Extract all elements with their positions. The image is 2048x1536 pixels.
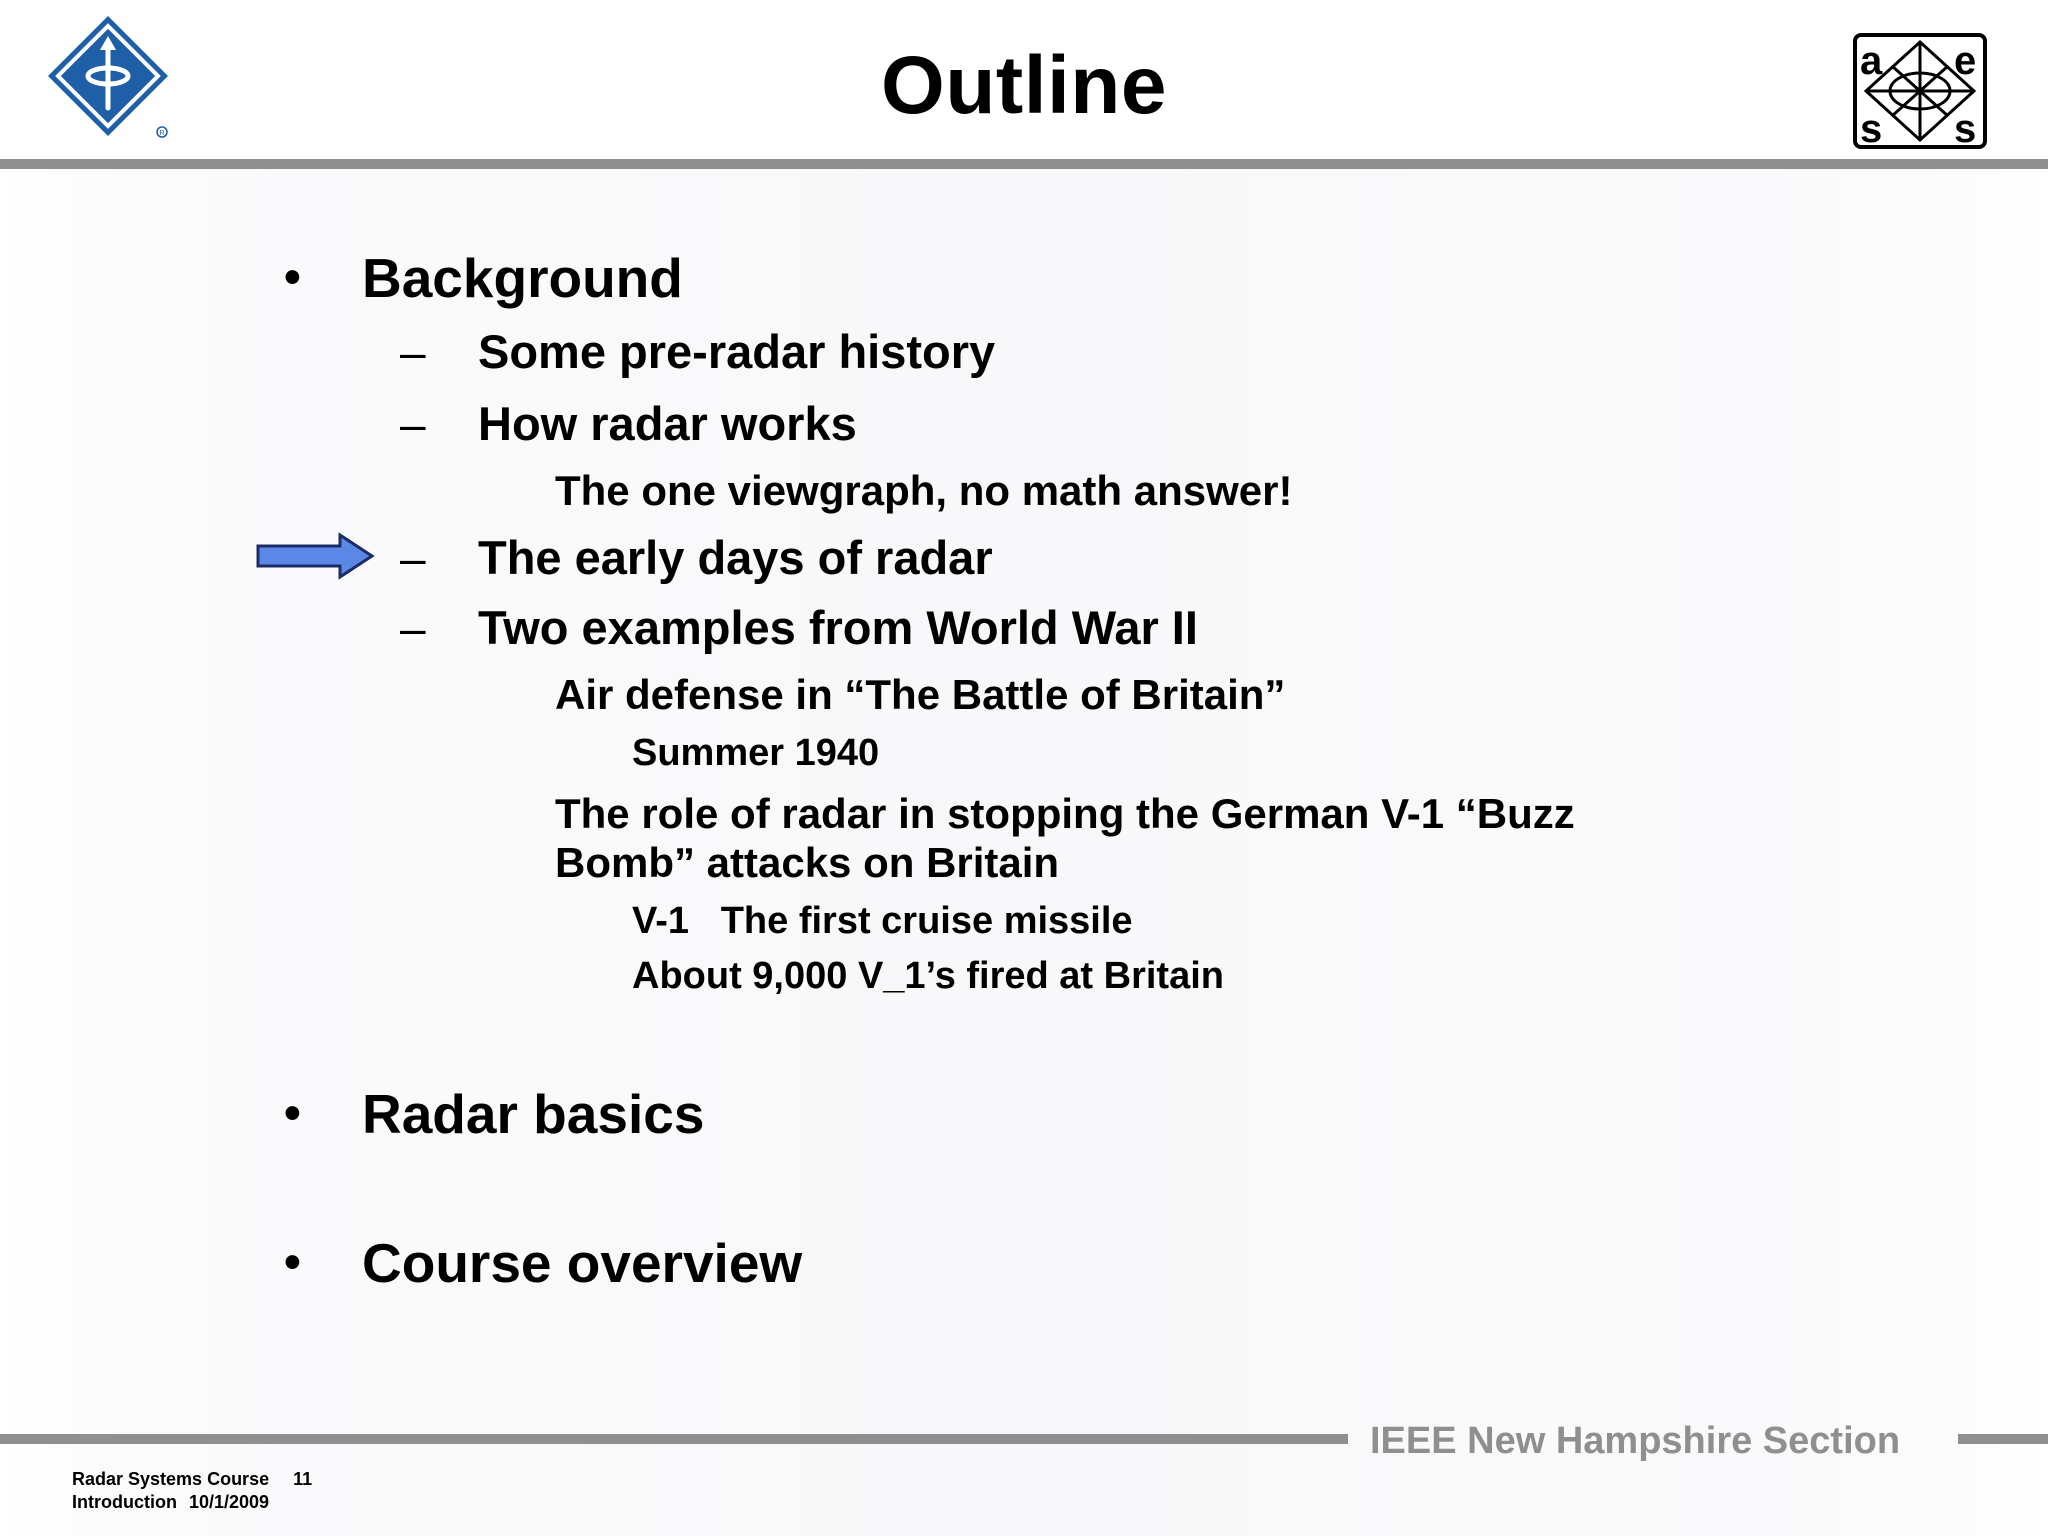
bullet-icon: •: [284, 251, 301, 304]
footer-course-name: Radar Systems Course: [72, 1469, 270, 1489]
outline-item-pre-radar: Some pre-radar history: [478, 325, 996, 378]
outline-item-early-days: The early days of radar: [478, 531, 993, 584]
outline-item-radar-basics: Radar basics: [362, 1083, 705, 1145]
footer-course: [72, 1468, 312, 1490]
footer-rule: [0, 1434, 1348, 1444]
aess-letter: s: [1860, 107, 1883, 150]
outline-item-two-examples: Two examples from World War II: [478, 601, 1198, 654]
footer-rule-right: [1958, 1434, 2048, 1444]
outline-item-summer: Summer 1940: [632, 732, 880, 774]
svg-text:R: R: [159, 130, 165, 137]
outline-item-how-works-sub: The one viewgraph, no math answer!: [555, 467, 1293, 514]
bullet-icon: •: [284, 1236, 301, 1289]
footer-section-name: IEEE New Hampshire Section: [1370, 1420, 1901, 1462]
outline-item-course-overview: Course overview: [362, 1232, 803, 1294]
bullet-icon: •: [284, 1087, 301, 1140]
outline-item-v1-first: V-1 The first cruise missile: [632, 900, 1133, 942]
aess-logo-icon: [1852, 32, 1988, 150]
dash-icon: –: [400, 326, 426, 378]
footer-subtitle-text: Introduction: [72, 1492, 177, 1512]
footer-subtitle: [72, 1491, 269, 1513]
header-rule: [0, 159, 2048, 169]
aess-letter: e: [1954, 39, 1977, 83]
current-item-arrow-icon: [256, 532, 376, 580]
slide-title: Outline: [881, 40, 1167, 131]
dash-icon: –: [400, 532, 426, 584]
dash-icon: –: [400, 602, 426, 654]
aess-letter: s: [1954, 107, 1977, 150]
aess-letter: a: [1860, 39, 1883, 83]
footer-page-number: 11: [293, 1469, 313, 1489]
outline-item-v1-role-cont: Bomb” attacks on Britain: [555, 839, 1060, 886]
outline-item-air-defense: Air defense in “The Battle of Britain”: [555, 671, 1286, 718]
dash-icon: –: [400, 398, 426, 450]
footer-date: 10/1/2009: [188, 1492, 270, 1512]
outline-item-how-works: How radar works: [478, 397, 857, 450]
outline-item-v1-count: About 9,000 V_1’s fired at Britain: [632, 955, 1224, 997]
outline-item-background: Background: [362, 247, 683, 309]
outline-item-v1-role: The role of radar in stopping the German V-1 “Buzz: [555, 790, 1575, 837]
